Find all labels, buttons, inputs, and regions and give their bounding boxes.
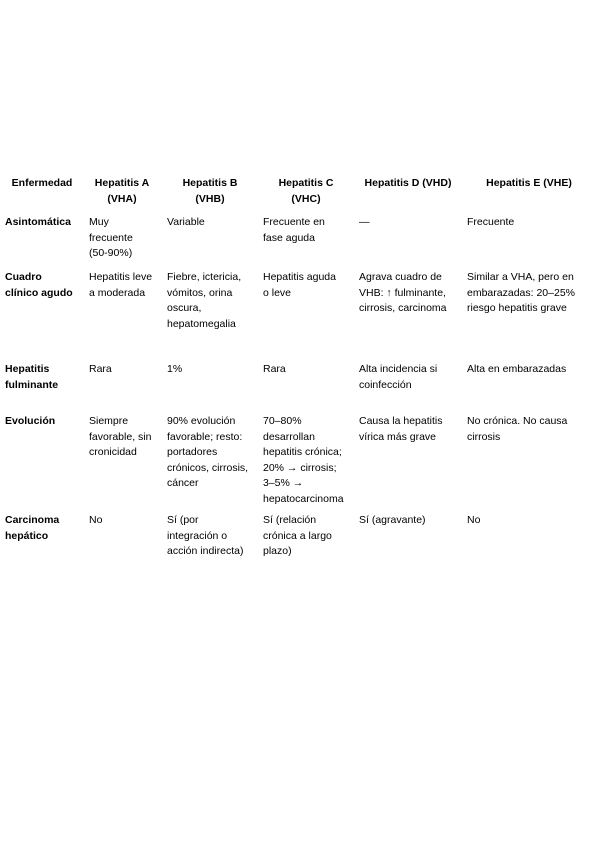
- header-hepatitis-c: Hepatitis C (VHC): [278, 177, 334, 205]
- table-cell: Fiebre, ictericia, vómitos, orina oscura, hepatomegalia: [167, 271, 242, 330]
- table-cell: Agrava cuadro de VHB: ↑ fulminante, cirrosis, carcinoma: [359, 271, 447, 314]
- table-cell: No crónica. No causa cirrosis: [467, 415, 568, 443]
- header-enfermedad: Enfermedad: [11, 177, 73, 189]
- table-cell: Alta incidencia si coinfección: [359, 363, 438, 391]
- table-cell: No: [89, 514, 103, 526]
- table-cell: No: [467, 514, 481, 526]
- table-cell: Variable: [167, 216, 205, 228]
- table-cell: Sí (por integración o acción indirecta): [167, 514, 244, 557]
- table-cell: 90% evolución favorable; resto: portadores crónicos, cirrosis, cáncer: [167, 415, 249, 489]
- table-cell: Frecuente: [467, 216, 515, 228]
- header-hepatitis-b: Hepatitis B (VHB): [182, 177, 238, 205]
- table-cell: Siempre favorable, sin cronicidad: [89, 415, 152, 458]
- table-cell: —: [359, 216, 370, 228]
- row-label-hepatitis-fulminante: Hepatitis fulminante: [5, 363, 59, 391]
- table-cell: Sí (relación crónica a largo plazo): [263, 514, 332, 557]
- table-cell: Frecuente en fase aguda: [263, 216, 325, 244]
- row-label-cuadro-clinico: Cuadro clínico agudo: [5, 271, 73, 299]
- table-cell: Similar a VHA, pero en embarazadas: 20–25% riesgo hepatitis grave: [467, 271, 575, 314]
- header-hepatitis-e: Hepatitis E (VHE): [486, 177, 572, 189]
- table-cell: Hepatitis aguda o leve: [263, 271, 336, 299]
- table-cell: Sí (agravante): [359, 514, 426, 526]
- row-label-evolucion: Evolución: [5, 415, 56, 427]
- row-label-carcinoma-hepatico: Carcinoma hepático: [5, 514, 60, 542]
- table-cell: 70–80% desarrollan hepatitis crónica; 20% → cirrosis; 3–5% → hepatocarcinoma: [263, 415, 344, 505]
- table-cell: Rara: [89, 363, 112, 375]
- table-cell: 1%: [167, 363, 183, 375]
- table-cell: Rara: [263, 363, 286, 375]
- table-cell: Causa la hepatitis vírica más grave: [359, 415, 443, 443]
- table-cell: Muy frecuente (50-90%): [89, 216, 133, 259]
- row-label-asintomatica: Asintomática: [5, 216, 71, 228]
- table-cell: Hepatitis leve a moderada: [89, 271, 153, 299]
- table-cell: Alta en embarazadas: [467, 363, 567, 375]
- header-hepatitis-a: Hepatitis A (VHA): [94, 177, 150, 205]
- header-hepatitis-d: Hepatitis D (VHD): [364, 177, 452, 189]
